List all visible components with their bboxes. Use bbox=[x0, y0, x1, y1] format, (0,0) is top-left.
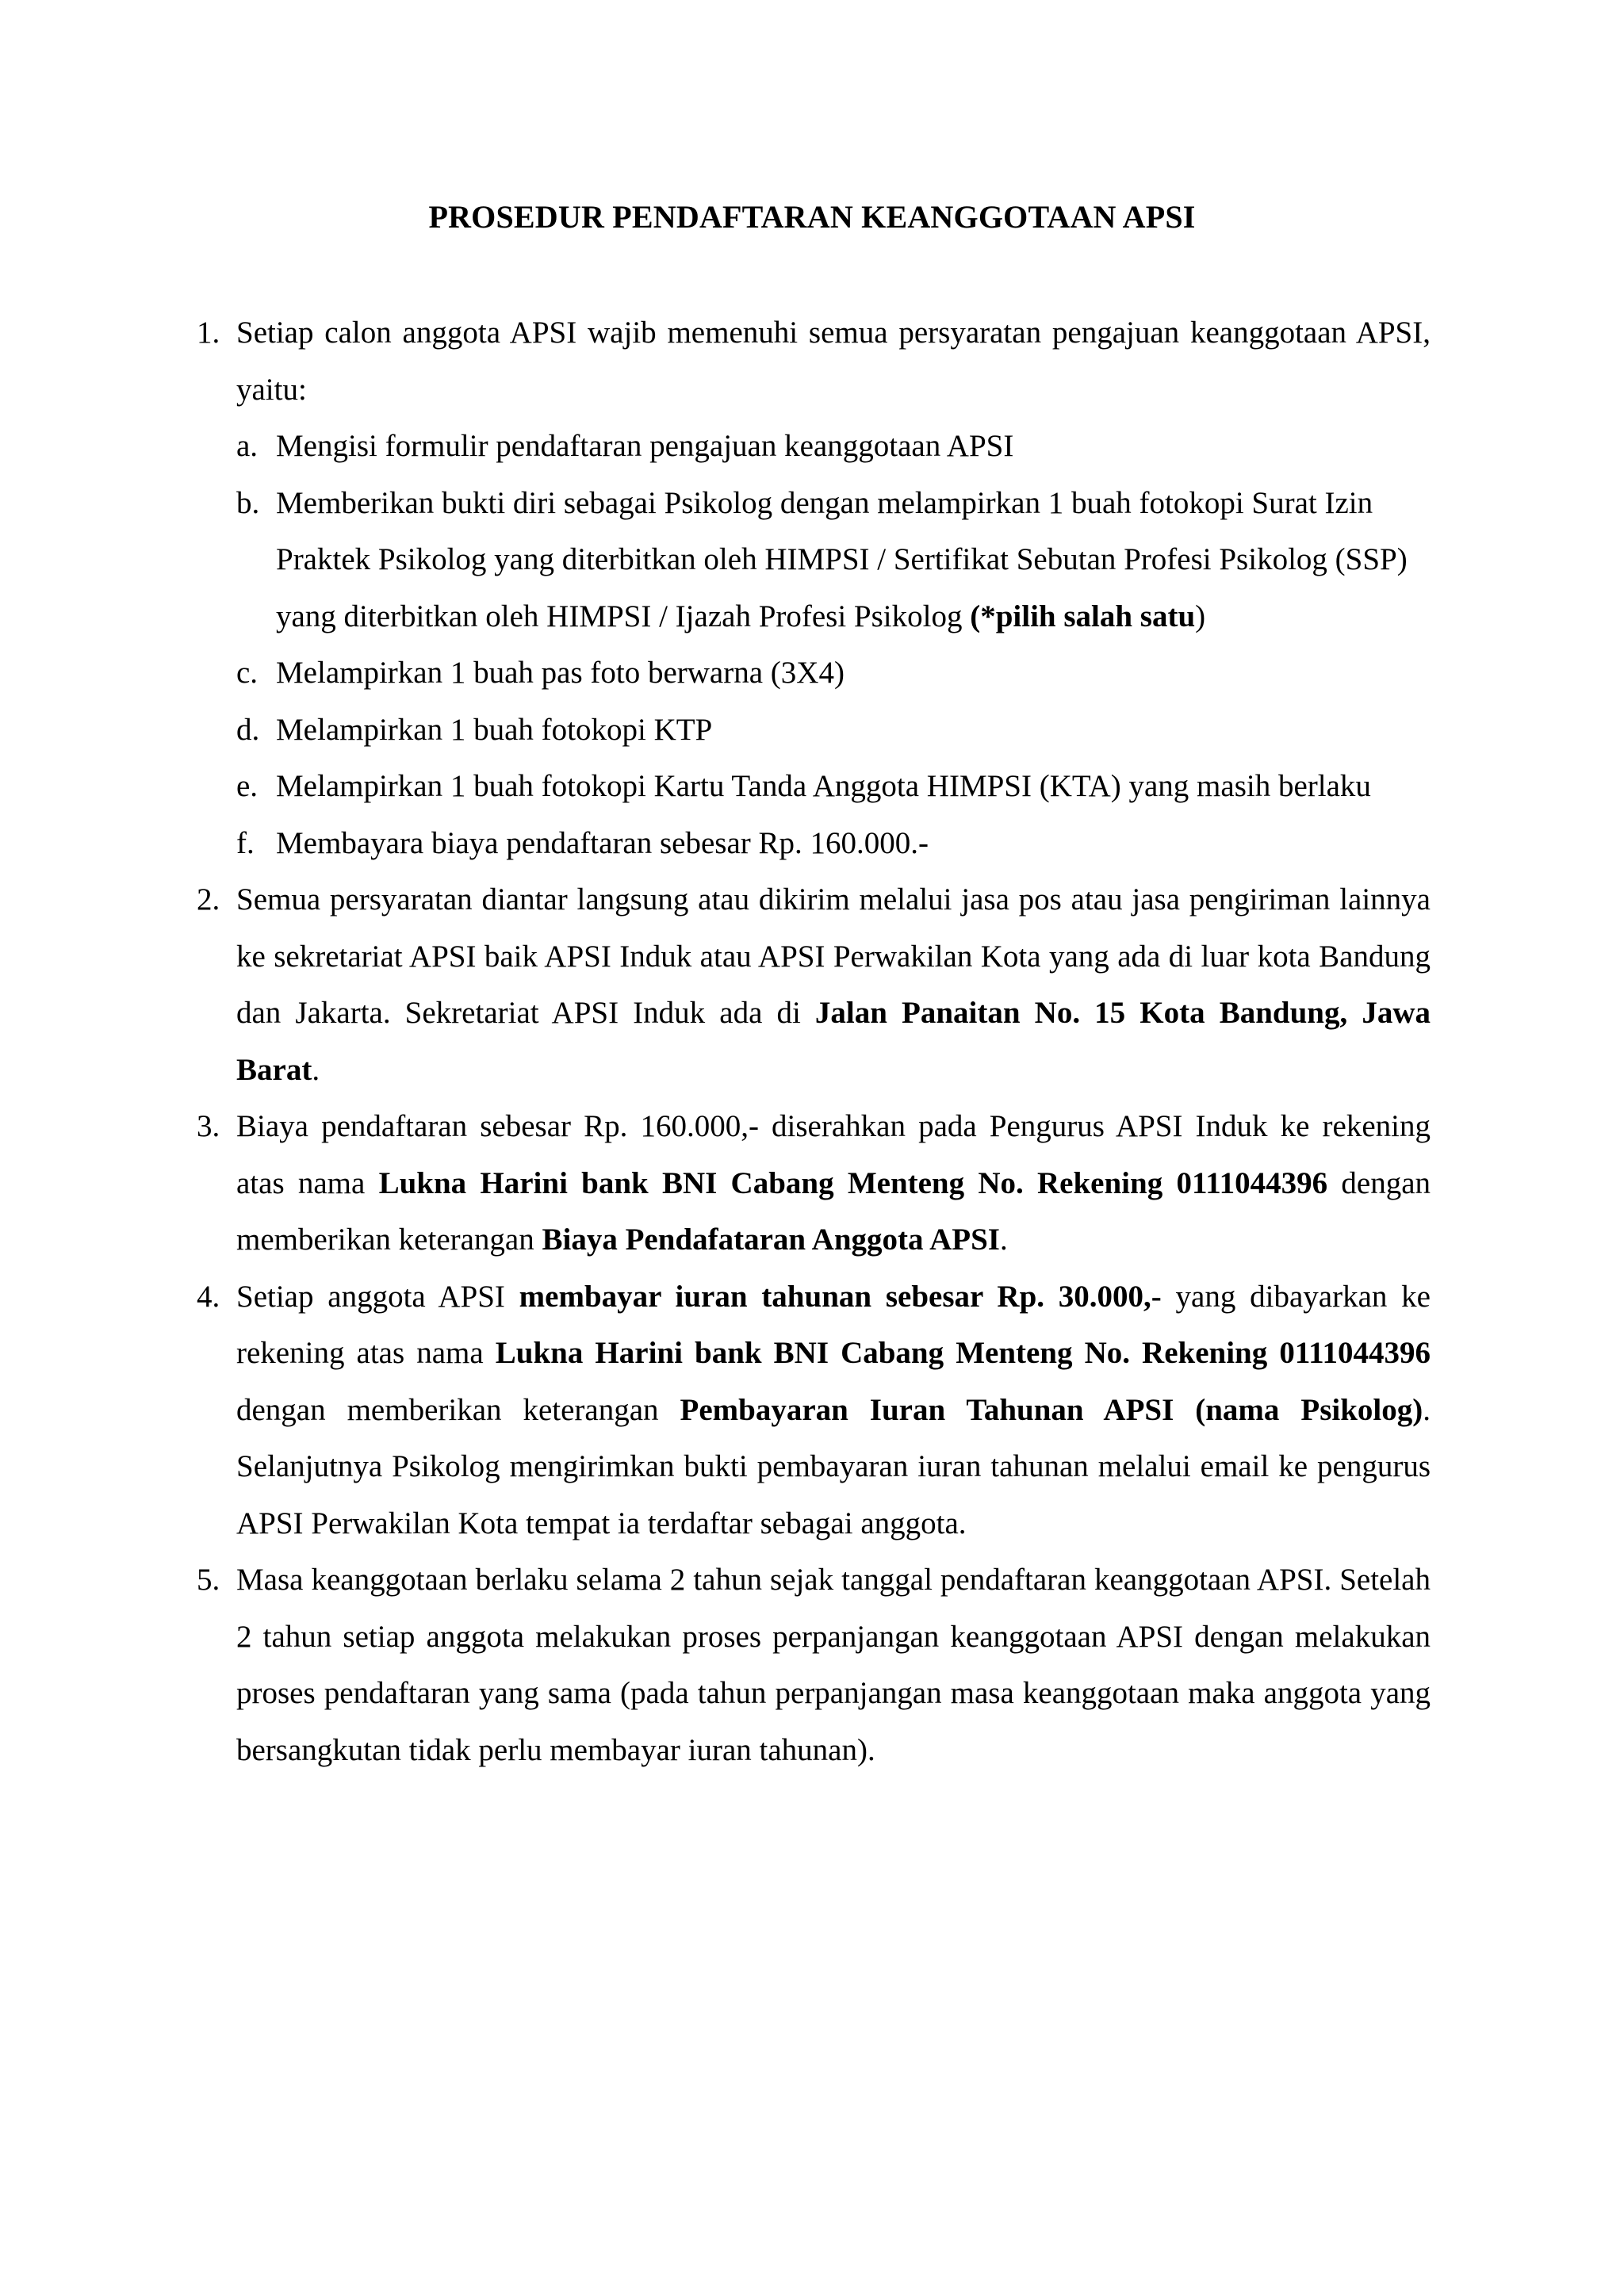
page-title: PROSEDUR PENDAFTARAN KEANGGOTAAN APSI bbox=[428, 199, 1196, 235]
item-letter: e. bbox=[236, 769, 259, 803]
item-letter: b. bbox=[236, 485, 260, 520]
requirement-note: (*pilih salah satu bbox=[970, 599, 1196, 633]
procedure-list bbox=[197, 304, 1431, 1778]
requirement-text: Melampirkan 1 buah fotokopi Kartu Tanda Anggota HIMPSI (KTA) yang masih berlaku bbox=[276, 769, 1371, 803]
requirement-item-c bbox=[236, 645, 1426, 702]
item-text: Masa keanggotaan berlaku selama 2 tahun sejak tanggal pendaftaran keanggotaan APSI. Setelah 2 tahun setiap anggota melakukan proses perpanjangan keanggotaan APSI dengan melakukan proses pendaftaran yang sama (pada tahun perpanjangan masa keanggotaan maka anggota yang bersangkutan tidak perlu membayar iuran tahunan). bbox=[236, 1563, 1431, 1767]
procedure-item-2 bbox=[197, 871, 1431, 1098]
item-letter: d. bbox=[236, 712, 260, 747]
item-text-mid: yang dibayarkan ke rekening atas nama bbox=[236, 1279, 1431, 1370]
item-number: 2. bbox=[197, 882, 220, 916]
requirement-item-e bbox=[236, 758, 1426, 815]
requirement-item-b bbox=[236, 475, 1426, 645]
item-number: 1. bbox=[197, 316, 220, 350]
item-text: Setiap anggota APSI bbox=[236, 1279, 519, 1314]
requirement-item-a bbox=[236, 418, 1426, 475]
item-text-end: . bbox=[999, 1223, 1008, 1257]
address-text: Jalan Panaitan No. 15 Kota Bandung, Jawa Barat bbox=[236, 996, 1431, 1087]
item-text: Semua persyaratan diantar langsung atau dikirim melalui jasa pos atau jasa pengiriman lainnya ke sekretariat APSI baik APSI Induk atau APSI Perwakilan Kota yang ada di luar kota Bandung dan Jakarta. Sekretariat APSI Induk ada di bbox=[236, 882, 1431, 1030]
requirement-item-d bbox=[236, 702, 1426, 759]
bank-account-text: Lukna Harini bank BNI Cabang Menteng No. Rekening 0111044396 bbox=[378, 1165, 1328, 1200]
procedure-item-5 bbox=[197, 1552, 1431, 1778]
item-text: Biaya pendaftaran sebesar Rp. 160.000,- diserahkan pada Pengurus APSI Induk ke rekening atas nama bbox=[236, 1109, 1431, 1200]
item-number: 5. bbox=[197, 1563, 220, 1597]
requirement-item-f bbox=[236, 815, 1426, 872]
requirement-list bbox=[236, 418, 1431, 871]
annual-fee-text: membayar iuran tahunan sebesar Rp. 30.000,- bbox=[519, 1279, 1162, 1314]
requirement-text: Melampirkan 1 buah fotokopi KTP bbox=[276, 712, 713, 747]
item-text-mid: dengan memberikan keterangan bbox=[236, 1165, 1431, 1257]
requirement-text: Membayara biaya pendaftaran sebesar Rp. 160.000.- bbox=[276, 825, 929, 860]
requirement-text: Melampirkan 1 buah pas foto berwarna (3X4) bbox=[276, 656, 845, 690]
item-text: Setiap calon anggota APSI wajib memenuhi semua persyaratan pengajuan keanggotaan APSI, yaitu: bbox=[236, 316, 1431, 407]
item-letter: a. bbox=[236, 429, 259, 463]
item-letter: f. bbox=[236, 825, 255, 860]
payment-description: Biaya Pendafataran Anggota APSI bbox=[542, 1223, 1000, 1257]
requirement-text: Memberikan bukti diri sebagai Psikolog dengan melampirkan 1 buah fotokopi Surat Izin Praktek Psikolog yang diterbitkan oleh HIMPSI / Sertifikat Sebutan Profesi Psikolog (SSP) yang diterbitkan oleh HIMPSI / Ijazah Profesi Psikolog bbox=[276, 485, 1408, 633]
item-number: 3. bbox=[197, 1109, 220, 1143]
item-number: 4. bbox=[197, 1279, 220, 1314]
bank-account-text: Lukna Harini bank BNI Cabang Menteng No. Rekening 0111044396 bbox=[495, 1336, 1431, 1370]
requirement-text: Mengisi formulir pendaftaran pengajuan keanggotaan APSI bbox=[276, 429, 1014, 463]
item-text-end: . bbox=[312, 1052, 320, 1087]
item-letter: c. bbox=[236, 656, 259, 690]
procedure-item-1 bbox=[197, 304, 1431, 871]
item-text-end: . Selanjutnya Psikolog mengirimkan bukti pembayaran iuran tahunan melalui email ke pengurus APSI Perwakilan Kota tempat ia terdaftar sebagai anggota. bbox=[236, 1392, 1431, 1540]
requirement-text-end: ) bbox=[1195, 599, 1206, 633]
payment-description: Pembayaran Iuran Tahunan APSI (nama Psikolog) bbox=[680, 1392, 1423, 1427]
procedure-item-3 bbox=[197, 1098, 1431, 1269]
procedure-item-4 bbox=[197, 1269, 1431, 1552]
item-text-mid-2: dengan memberikan keterangan bbox=[236, 1392, 680, 1427]
document-body bbox=[197, 304, 1431, 1778]
